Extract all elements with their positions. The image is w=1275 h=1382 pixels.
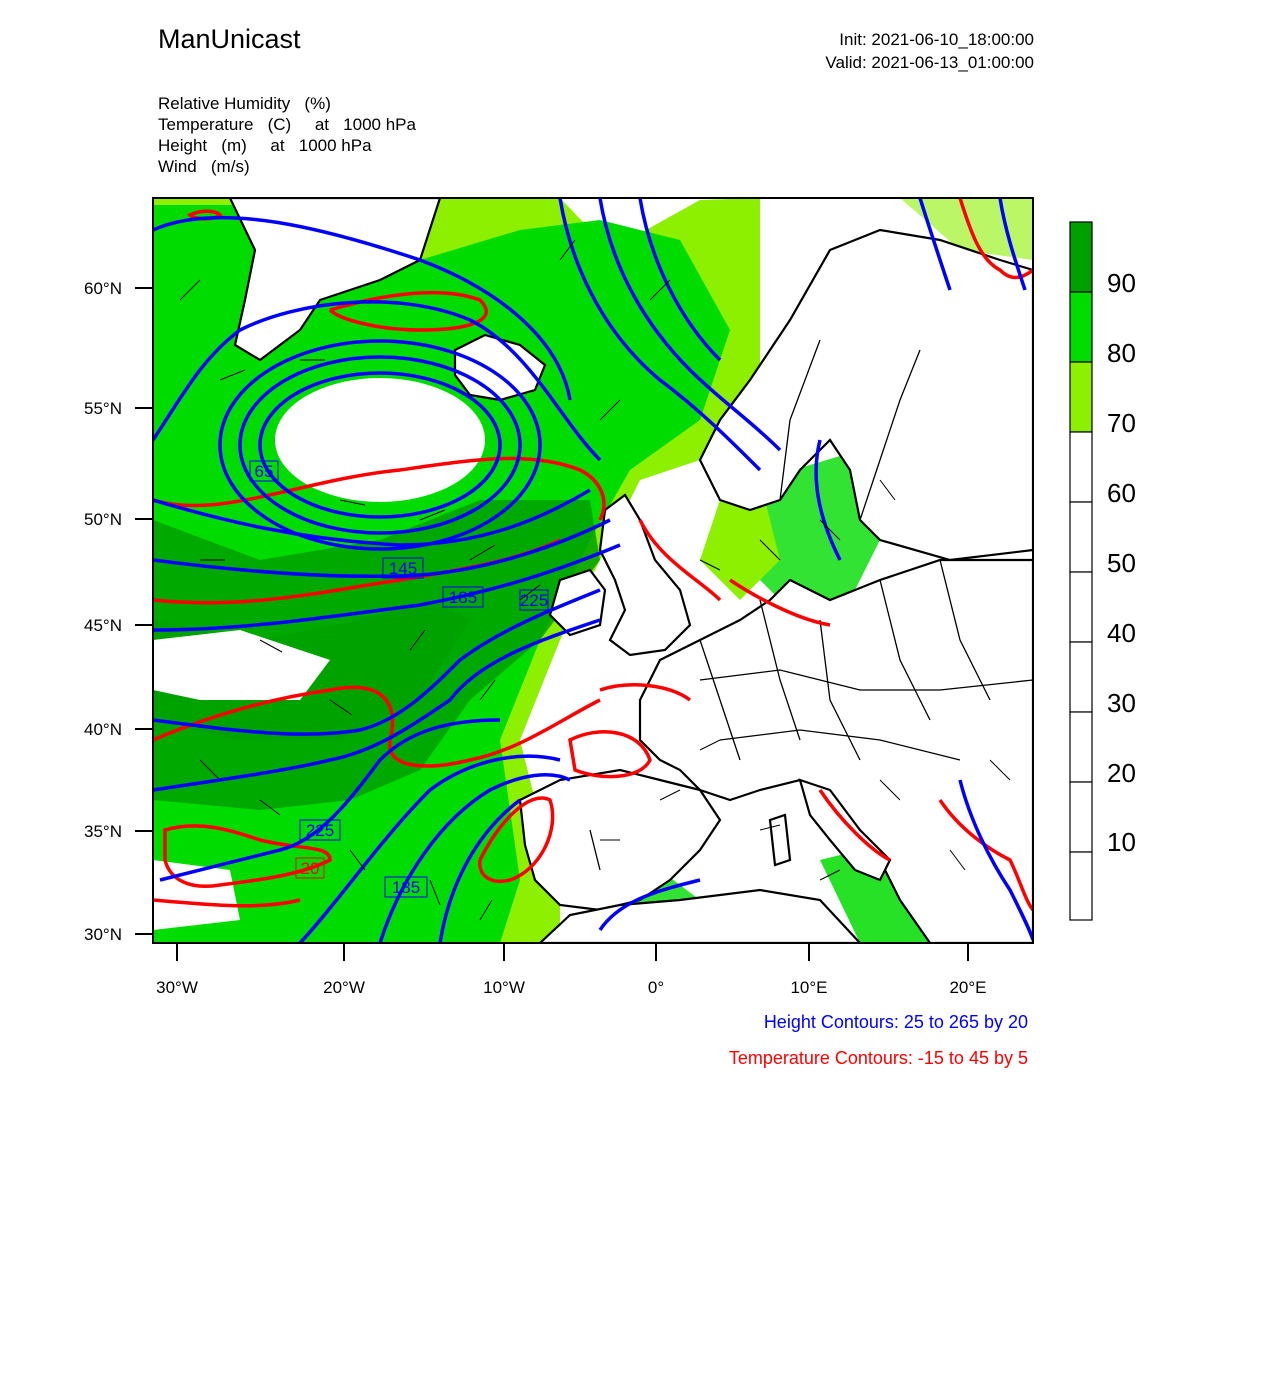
height-label-185-south: 185 <box>391 878 421 897</box>
temp-label-20: 20 <box>300 859 320 878</box>
colorbar-label-80: 80 <box>1107 338 1136 368</box>
colorbar-label-40: 40 <box>1107 618 1136 648</box>
colorbar-label-20: 20 <box>1107 758 1136 788</box>
lon-label-20e: 20°E <box>949 978 987 997</box>
lon-label-10e: 10°E <box>790 978 828 997</box>
lon-label-10w: 10°W <box>483 978 525 997</box>
temperature-contours-note: Temperature Contours: -15 to 45 by 5 <box>728 1048 1028 1068</box>
colorbar-label-60: 60 <box>1107 478 1136 508</box>
lat-label-50n: 50°N <box>84 510 122 529</box>
field-height: Height (m) at 1000 hPa <box>158 136 372 155</box>
model-title: ManUnicast <box>158 24 301 54</box>
height-label-185-north: 185 <box>448 588 478 607</box>
colorbar-label-10: 10 <box>1107 827 1136 857</box>
lon-label-20w: 20°W <box>323 978 365 997</box>
lon-label-0: 0° <box>647 978 665 997</box>
height-label-65: 65 <box>254 462 274 481</box>
colorbar-label-50: 50 <box>1107 548 1136 578</box>
height-label-145: 145 <box>388 559 418 578</box>
lon-label-30w: 30°W <box>156 978 198 997</box>
height-label-225-north: 225 <box>519 591 549 610</box>
valid-time: Valid: 2021-06-13_01:00:00 <box>825 53 1034 72</box>
field-wind: Wind (m/s) <box>158 157 250 176</box>
lat-label-45n: 45°N <box>84 616 122 635</box>
humidity-colorbar <box>1070 222 1092 920</box>
lat-label-35n: 35°N <box>84 822 122 841</box>
lat-label-55n: 55°N <box>84 399 122 418</box>
field-temperature: Temperature (C) at 1000 hPa <box>158 115 416 134</box>
lat-label-60n: 60°N <box>84 279 122 298</box>
lat-label-30n: 30°N <box>84 925 122 944</box>
init-time: Init: 2021-06-10_18:00:00 <box>839 30 1034 49</box>
lat-label-40n: 40°N <box>84 720 122 739</box>
colorbar-label-30: 30 <box>1107 688 1136 718</box>
height-label-225-south: 225 <box>305 821 335 840</box>
map-plot-area <box>153 198 1033 943</box>
colorbar-labels <box>1107 268 1136 857</box>
colorbar-label-90: 90 <box>1107 268 1136 298</box>
colorbar-label-70: 70 <box>1107 408 1136 438</box>
field-relative-humidity: Relative Humidity (%) <box>158 94 331 113</box>
height-contours-note: Height Contours: 25 to 265 by 20 <box>763 1012 1028 1032</box>
